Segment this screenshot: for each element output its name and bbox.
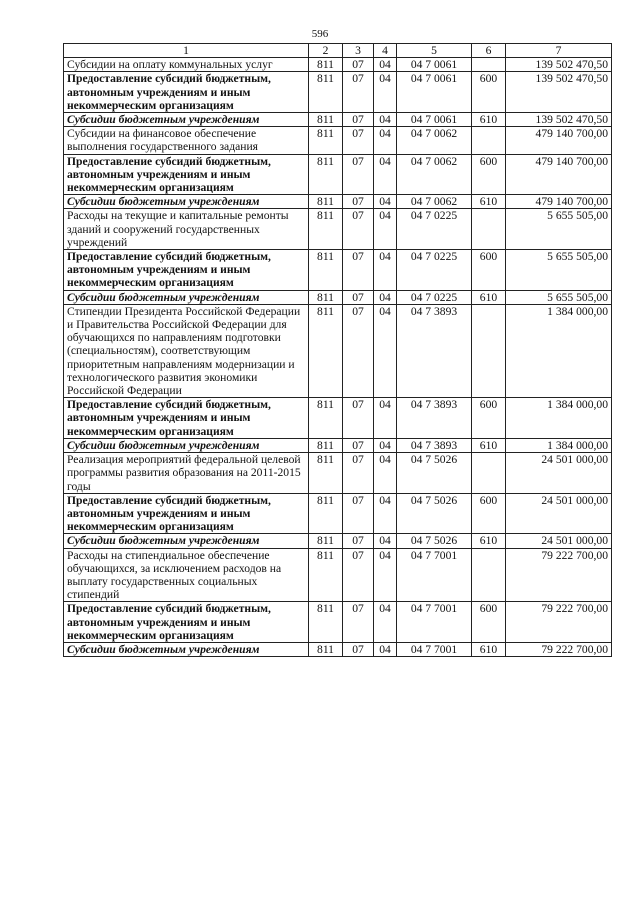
- row-name-cell: Субсидии бюджетным учреждениям: [64, 438, 309, 452]
- row-section-cell: 07: [343, 250, 374, 291]
- header-cell: 2: [309, 44, 343, 58]
- row-name-cell: Расходы на стипендиальное обеспечение обучающихся, за исключением расходов на выплату государственных социальных стипендий: [64, 548, 309, 602]
- row-expense-type-cell: 610: [472, 438, 506, 452]
- row-ved-cell: 811: [309, 250, 343, 291]
- row-target-article-cell: 04 7 5026: [397, 453, 472, 494]
- table-row: [64, 602, 612, 643]
- row-expense-type-cell: 610: [472, 642, 506, 656]
- row-amount-cell: 79 222 700,00: [506, 548, 612, 602]
- row-subsection-cell: 04: [374, 534, 397, 548]
- row-expense-type-cell: 600: [472, 493, 506, 534]
- table-row: [64, 113, 612, 127]
- row-amount-cell: 139 502 470,50: [506, 72, 612, 113]
- row-ved-cell: 811: [309, 548, 343, 602]
- row-expense-type-cell: 610: [472, 534, 506, 548]
- row-target-article-cell: 04 7 7001: [397, 642, 472, 656]
- row-expense-type-cell: [472, 209, 506, 250]
- row-amount-cell: 479 140 700,00: [506, 127, 612, 154]
- row-ved-cell: 811: [309, 290, 343, 304]
- row-amount-cell: 24 501 000,00: [506, 493, 612, 534]
- row-name-cell: Реализация мероприятий федеральной целевой программы развития образования на 2011-2015 годы: [64, 453, 309, 494]
- row-target-article-cell: 04 7 3893: [397, 304, 472, 397]
- row-expense-type-cell: 610: [472, 113, 506, 127]
- row-target-article-cell: 04 7 0062: [397, 154, 472, 195]
- row-section-cell: 07: [343, 493, 374, 534]
- row-section-cell: 07: [343, 304, 374, 397]
- row-section-cell: 07: [343, 72, 374, 113]
- row-ved-cell: 811: [309, 493, 343, 534]
- row-target-article-cell: 04 7 7001: [397, 602, 472, 643]
- row-amount-cell: 479 140 700,00: [506, 154, 612, 195]
- row-ved-cell: 811: [309, 398, 343, 439]
- row-expense-type-cell: 600: [472, 250, 506, 291]
- table-row: [64, 290, 612, 304]
- row-expense-type-cell: [472, 58, 506, 72]
- row-ved-cell: 811: [309, 127, 343, 154]
- table-row: [64, 493, 612, 534]
- row-name-cell: Субсидии на финансовое обеспечение выполнения государственного задания: [64, 127, 309, 154]
- row-section-cell: 07: [343, 548, 374, 602]
- row-section-cell: 07: [343, 642, 374, 656]
- table-row: [64, 127, 612, 154]
- row-ved-cell: 811: [309, 602, 343, 643]
- row-expense-type-cell: 600: [472, 154, 506, 195]
- row-target-article-cell: 04 7 0061: [397, 58, 472, 72]
- row-subsection-cell: 04: [374, 127, 397, 154]
- row-ved-cell: 811: [309, 72, 343, 113]
- row-target-article-cell: 04 7 0225: [397, 250, 472, 291]
- row-ved-cell: 811: [309, 453, 343, 494]
- row-subsection-cell: 04: [374, 290, 397, 304]
- row-subsection-cell: 04: [374, 250, 397, 291]
- header-row: [64, 44, 612, 58]
- header-cell: 7: [506, 44, 612, 58]
- row-name-cell: Предоставление субсидий бюджетным, автономным учреждениям и иным некоммерческим организациям: [64, 154, 309, 195]
- row-name-cell: Субсидии бюджетным учреждениям: [64, 113, 309, 127]
- table-row: [64, 534, 612, 548]
- row-ved-cell: 811: [309, 642, 343, 656]
- row-expense-type-cell: 600: [472, 72, 506, 113]
- row-target-article-cell: 04 7 5026: [397, 493, 472, 534]
- row-name-cell: Предоставление субсидий бюджетным, автономным учреждениям и иным некоммерческим организациям: [64, 250, 309, 291]
- row-subsection-cell: 04: [374, 209, 397, 250]
- row-section-cell: 07: [343, 209, 374, 250]
- table-row: [64, 438, 612, 452]
- row-amount-cell: 5 655 505,00: [506, 250, 612, 291]
- row-amount-cell: 479 140 700,00: [506, 195, 612, 209]
- table-row: [64, 209, 612, 250]
- header-cell: 5: [397, 44, 472, 58]
- row-section-cell: 07: [343, 290, 374, 304]
- row-section-cell: 07: [343, 113, 374, 127]
- row-name-cell: Субсидии бюджетным учреждениям: [64, 290, 309, 304]
- row-section-cell: 07: [343, 398, 374, 439]
- row-name-cell: Расходы на текущие и капитальные ремонты зданий и сооружений государственных учреждений: [64, 209, 309, 250]
- table-row: [64, 642, 612, 656]
- row-name-cell: Субсидии на оплату коммунальных услуг: [64, 58, 309, 72]
- row-expense-type-cell: [472, 127, 506, 154]
- row-amount-cell: 139 502 470,50: [506, 113, 612, 127]
- row-name-cell: Субсидии бюджетным учреждениям: [64, 534, 309, 548]
- row-amount-cell: 1 384 000,00: [506, 398, 612, 439]
- row-name-cell: Субсидии бюджетным учреждениям: [64, 195, 309, 209]
- row-subsection-cell: 04: [374, 304, 397, 397]
- table-row: [64, 453, 612, 494]
- row-section-cell: 07: [343, 58, 374, 72]
- header-cell: 1: [64, 44, 309, 58]
- row-target-article-cell: 04 7 3893: [397, 398, 472, 439]
- row-section-cell: 07: [343, 127, 374, 154]
- row-amount-cell: 5 655 505,00: [506, 209, 612, 250]
- row-target-article-cell: 04 7 0061: [397, 72, 472, 113]
- row-ved-cell: 811: [309, 304, 343, 397]
- row-target-article-cell: 04 7 3893: [397, 438, 472, 452]
- row-amount-cell: 24 501 000,00: [506, 534, 612, 548]
- table-row: [64, 72, 612, 113]
- row-name-cell: Стипендии Президента Российской Федерации и Правительства Российской Федерации для обучающихся по направлениям подготовки (специальностям), соответствующим приоритетным направлениям модернизации и технологического развития экономики Российской Федерации: [64, 304, 309, 397]
- row-target-article-cell: 04 7 0225: [397, 209, 472, 250]
- row-section-cell: 07: [343, 438, 374, 452]
- table-row: [64, 398, 612, 439]
- row-amount-cell: 139 502 470,50: [506, 58, 612, 72]
- row-expense-type-cell: [472, 548, 506, 602]
- row-subsection-cell: 04: [374, 113, 397, 127]
- row-amount-cell: 1 384 000,00: [506, 438, 612, 452]
- row-target-article-cell: 04 7 5026: [397, 534, 472, 548]
- row-target-article-cell: 04 7 0062: [397, 195, 472, 209]
- row-ved-cell: 811: [309, 58, 343, 72]
- row-section-cell: 07: [343, 534, 374, 548]
- table-row: [64, 154, 612, 195]
- row-ved-cell: 811: [309, 209, 343, 250]
- row-ved-cell: 811: [309, 438, 343, 452]
- row-amount-cell: 5 655 505,00: [506, 290, 612, 304]
- row-name-cell: Предоставление субсидий бюджетным, автономным учреждениям и иным некоммерческим организациям: [64, 493, 309, 534]
- table-row: [64, 250, 612, 291]
- row-subsection-cell: 04: [374, 493, 397, 534]
- budget-table: [63, 43, 612, 657]
- row-expense-type-cell: [472, 304, 506, 397]
- row-section-cell: 07: [343, 154, 374, 195]
- row-name-cell: Предоставление субсидий бюджетным, автономным учреждениям и иным некоммерческим организациям: [64, 602, 309, 643]
- row-expense-type-cell: 610: [472, 195, 506, 209]
- row-target-article-cell: 04 7 0225: [397, 290, 472, 304]
- row-expense-type-cell: 600: [472, 602, 506, 643]
- row-section-cell: 07: [343, 602, 374, 643]
- row-subsection-cell: 04: [374, 58, 397, 72]
- row-ved-cell: 811: [309, 195, 343, 209]
- row-section-cell: 07: [343, 453, 374, 494]
- table-row: [64, 304, 612, 397]
- row-subsection-cell: 04: [374, 72, 397, 113]
- row-amount-cell: 79 222 700,00: [506, 602, 612, 643]
- row-subsection-cell: 04: [374, 642, 397, 656]
- header-cell: 4: [374, 44, 397, 58]
- row-ved-cell: 811: [309, 154, 343, 195]
- row-subsection-cell: 04: [374, 398, 397, 439]
- row-subsection-cell: 04: [374, 602, 397, 643]
- table-body: [64, 58, 612, 657]
- row-ved-cell: 811: [309, 534, 343, 548]
- header-cell: 3: [343, 44, 374, 58]
- row-target-article-cell: 04 7 0061: [397, 113, 472, 127]
- row-name-cell: Предоставление субсидий бюджетным, автономным учреждениям и иным некоммерческим организациям: [64, 72, 309, 113]
- header-cell: 6: [472, 44, 506, 58]
- row-subsection-cell: 04: [374, 438, 397, 452]
- row-subsection-cell: 04: [374, 154, 397, 195]
- row-subsection-cell: 04: [374, 453, 397, 494]
- row-name-cell: Предоставление субсидий бюджетным, автономным учреждениям и иным некоммерческим организациям: [64, 398, 309, 439]
- row-amount-cell: 1 384 000,00: [506, 304, 612, 397]
- row-expense-type-cell: [472, 453, 506, 494]
- table-row: [64, 58, 612, 72]
- table-row: [64, 195, 612, 209]
- row-subsection-cell: 04: [374, 195, 397, 209]
- row-amount-cell: 79 222 700,00: [506, 642, 612, 656]
- row-expense-type-cell: 600: [472, 398, 506, 439]
- row-target-article-cell: 04 7 7001: [397, 548, 472, 602]
- row-name-cell: Субсидии бюджетным учреждениям: [64, 642, 309, 656]
- row-ved-cell: 811: [309, 113, 343, 127]
- row-section-cell: 07: [343, 195, 374, 209]
- row-subsection-cell: 04: [374, 548, 397, 602]
- page-number: 596: [311, 28, 329, 40]
- table-row: [64, 548, 612, 602]
- row-target-article-cell: 04 7 0062: [397, 127, 472, 154]
- row-expense-type-cell: 610: [472, 290, 506, 304]
- row-amount-cell: 24 501 000,00: [506, 453, 612, 494]
